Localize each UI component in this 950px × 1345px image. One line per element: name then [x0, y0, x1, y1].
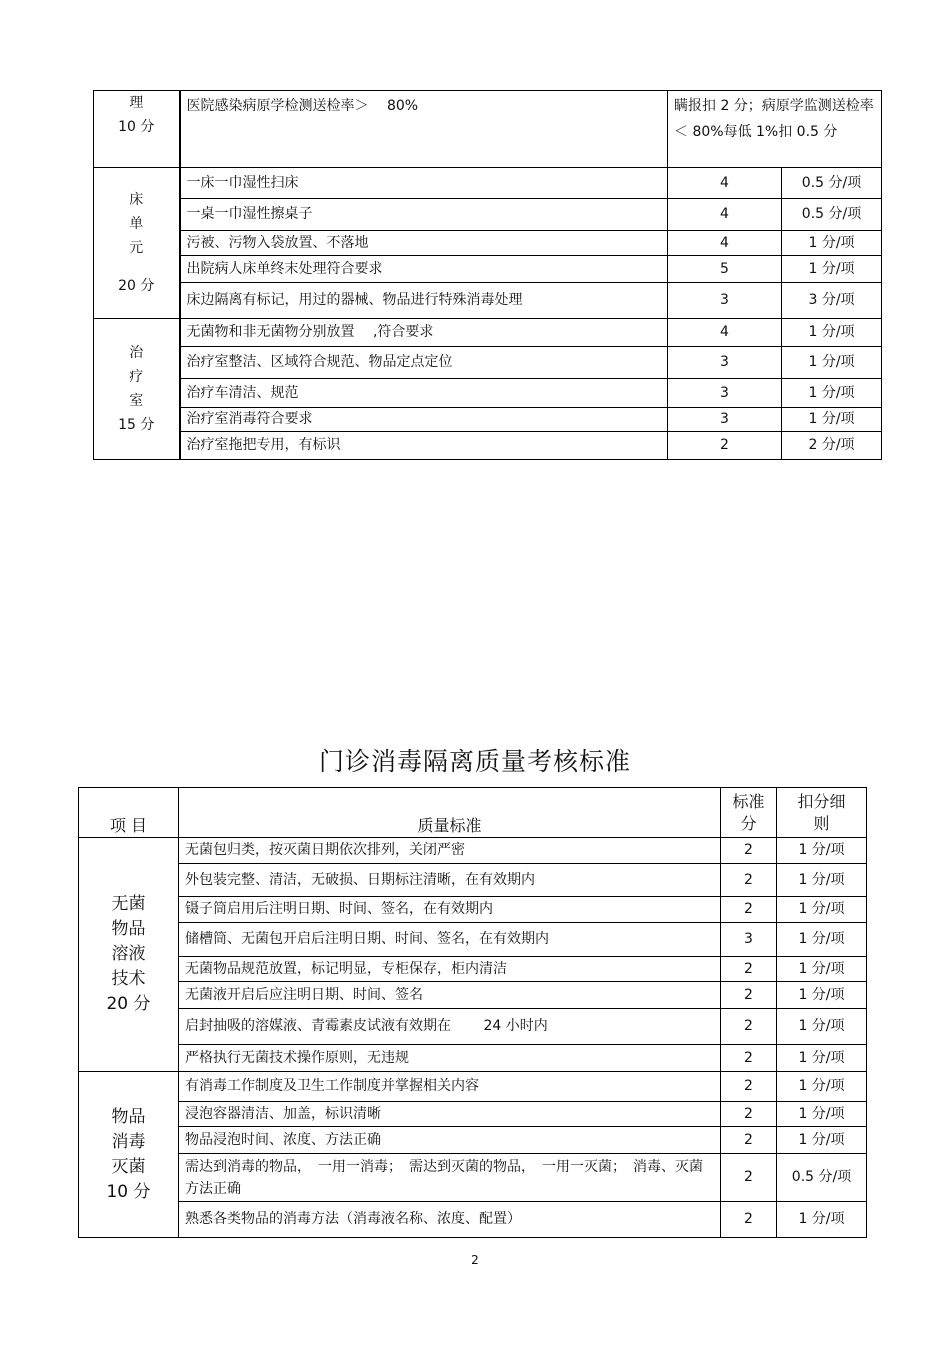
table-row: [79, 897, 867, 923]
score-cell: 2: [721, 982, 777, 1009]
score-cell: 4: [668, 231, 782, 256]
category-label: 疗: [129, 369, 144, 385]
table-row: [94, 283, 882, 319]
category-cell: [94, 319, 180, 460]
score-cell: 3: [668, 379, 782, 408]
deduct-cell: 1 分/项: [777, 897, 867, 923]
standard-cell: 污被、污物入袋放置、不落地: [180, 231, 668, 256]
deduct-cell: 0.5 分/项: [782, 199, 882, 231]
category-label: 床: [129, 192, 144, 208]
standard-cell: 无菌物和非无菌物分别放置 ,符合要求: [180, 319, 668, 347]
standard-cell: 外包装完整、清洁，无破损、日期标注清晰，在有效期内: [179, 864, 721, 897]
category-label: 溶液: [111, 944, 146, 964]
category-label: 治: [129, 345, 144, 361]
deduct-cell: 0.5 分/项: [782, 168, 882, 199]
standard-cell: 储槽筒、无菌包开启后注明日期、时间、签名，在有效期内: [179, 923, 721, 957]
category-label: 无菌: [111, 894, 146, 914]
document-title: 门诊消毒隔离质量考核标准: [318, 747, 631, 776]
score-cell: 2: [721, 1045, 777, 1072]
deduct-cell: 1 分/项: [777, 1009, 867, 1045]
standard-cell: 启封抽吸的溶媒液、青霉素皮试液有效期在 24 小时内: [179, 1009, 721, 1045]
category-points: 10 分: [118, 119, 155, 135]
table-row: [79, 957, 867, 982]
deduct-cell: 1 分/项: [782, 319, 882, 347]
deduct-cell: 0.5 分/项: [777, 1154, 867, 1202]
standard-cell: 无菌包归类，按灭菌日期依次排列，关闭严密: [179, 838, 721, 864]
deduction-note-cell: 瞒报扣 2 分；病原学监测送检率＜ 80%每低 1%扣 0.5 分: [668, 91, 882, 168]
table-row: [94, 256, 882, 283]
category-label: 理: [129, 95, 144, 111]
table-row: [79, 1009, 867, 1045]
header-standard: 质量标准: [179, 788, 721, 838]
score-cell: 2: [721, 1154, 777, 1202]
score-cell: 2: [721, 838, 777, 864]
category-points: 10 分: [106, 1181, 151, 1202]
category-points: 20 分: [106, 994, 151, 1014]
table-row: [79, 1202, 867, 1238]
score-cell: 2: [721, 1202, 777, 1238]
score-cell: 3: [668, 347, 782, 379]
deduct-cell: 1 分/项: [782, 408, 882, 432]
deduct-cell: 1 分/项: [777, 923, 867, 957]
standard-cell: 需达到消毒的物品， 一用一消毒； 需达到灭菌的物品， 一用一灭菌； 消毒、灭菌方法正确: [179, 1154, 721, 1202]
deduct-cell: 1 分/项: [782, 256, 882, 283]
score-cell: 2: [721, 1127, 777, 1154]
header-item: 项 目: [79, 788, 179, 838]
outpatient-standards-table: [78, 787, 867, 1238]
score-cell: 2: [668, 432, 782, 460]
deduct-cell: 1 分/项: [782, 231, 882, 256]
deduct-cell: 1 分/项: [777, 957, 867, 982]
deduct-cell: 1 分/项: [777, 1102, 867, 1127]
score-cell: 4: [668, 319, 782, 347]
score-cell: 4: [668, 199, 782, 231]
standard-cell: 严格执行无菌技术操作原则，无违规: [179, 1045, 721, 1072]
page-number: 2: [471, 1253, 479, 1267]
inpatient-standards-table: [93, 90, 882, 460]
category-label: 元: [129, 240, 144, 256]
table-row: [79, 1102, 867, 1127]
table-row: [79, 1127, 867, 1154]
score-cell: 3: [668, 283, 782, 319]
table-row: [94, 347, 882, 379]
standard-cell: 有消毒工作制度及卫生工作制度并掌握相关内容: [179, 1072, 721, 1102]
standard-cell: 治疗室拖把专用，有标识: [180, 432, 668, 460]
category-cell: [79, 1072, 179, 1238]
score-cell: 2: [721, 897, 777, 923]
category-points: 15 分: [118, 417, 155, 433]
table-row: [94, 168, 882, 199]
category-label: 物品: [111, 1106, 146, 1127]
deduct-cell: 1 分/项: [777, 982, 867, 1009]
category-label: 室: [129, 393, 144, 409]
category-label: 物品: [111, 919, 146, 939]
score-cell: 2: [721, 957, 777, 982]
header-score: 标准分: [721, 788, 777, 838]
standard-cell: 熟悉各类物品的消毒方法（消毒液名称、浓度、配置）: [179, 1202, 721, 1238]
standard-cell: 治疗室消毒符合要求: [180, 408, 668, 432]
category-cell: [79, 838, 179, 1072]
table-row: [79, 1072, 867, 1102]
standard-cell: 床边隔离有标记，用过的器械、物品进行特殊消毒处理: [180, 283, 668, 319]
table-row: [79, 1154, 867, 1202]
table-row: [79, 982, 867, 1009]
standard-cell: 一床一巾湿性扫床: [180, 168, 668, 199]
score-cell: 3: [721, 923, 777, 957]
score-cell: 2: [721, 864, 777, 897]
table-row: [79, 838, 867, 864]
deduct-cell: 1 分/项: [777, 864, 867, 897]
header-deduct: 扣分细则: [777, 788, 867, 838]
standard-cell: 物品浸泡时间、浓度、方法正确: [179, 1127, 721, 1154]
category-label: 消毒: [111, 1131, 146, 1152]
standard-cell: 无菌液开启后应注明日期、时间、签名: [179, 982, 721, 1009]
deduct-cell: 1 分/项: [777, 1127, 867, 1154]
score-cell: 2: [721, 1009, 777, 1045]
standard-cell: 治疗室整洁、区域符合规范、物品定点定位: [180, 347, 668, 379]
score-cell: 5: [668, 256, 782, 283]
table-row: [79, 923, 867, 957]
category-points: 20 分: [118, 278, 155, 294]
table-row: [94, 231, 882, 256]
deduct-cell: 1 分/项: [782, 347, 882, 379]
score-cell: 2: [721, 1072, 777, 1102]
table-row: [79, 864, 867, 897]
standard-cell: 治疗车清洁、规范: [180, 379, 668, 408]
standard-cell: 医院感染病原学检测送检率＞ 80%: [180, 91, 668, 168]
table-row: [94, 408, 882, 432]
table-row: [94, 91, 882, 168]
table-row: [94, 379, 882, 408]
deduct-cell: 1 分/项: [782, 379, 882, 408]
standard-cell: 出院病人床单终末处理符合要求: [180, 256, 668, 283]
category-label: 单: [129, 216, 144, 232]
score-cell: 2: [721, 1102, 777, 1127]
standard-cell: 镊子筒启用后注明日期、时间、签名，在有效期内: [179, 897, 721, 923]
table-row: [94, 319, 882, 347]
score-cell: 4: [668, 168, 782, 199]
standard-cell: 一桌一巾湿性擦桌子: [180, 199, 668, 231]
deduct-cell: 1 分/项: [777, 1072, 867, 1102]
table-row: [94, 432, 882, 460]
category-label: 灭菌: [111, 1156, 146, 1177]
deduct-cell: 1 分/项: [777, 838, 867, 864]
header-row: [79, 788, 867, 838]
category-label: 技术: [111, 969, 146, 989]
table-row: [94, 199, 882, 231]
deduct-cell: 1 分/项: [777, 1202, 867, 1238]
category-cell: [94, 168, 180, 319]
score-cell: 3: [668, 408, 782, 432]
standard-cell: 浸泡容器清洁、加盖，标识清晰: [179, 1102, 721, 1127]
table-row: [79, 1045, 867, 1072]
deduct-cell: 2 分/项: [782, 432, 882, 460]
deduct-cell: 3 分/项: [782, 283, 882, 319]
deduct-cell: 1 分/项: [777, 1045, 867, 1072]
standard-cell: 无菌物品规范放置，标记明显，专柜保存，柜内清洁: [179, 957, 721, 982]
category-cell: [94, 91, 180, 168]
